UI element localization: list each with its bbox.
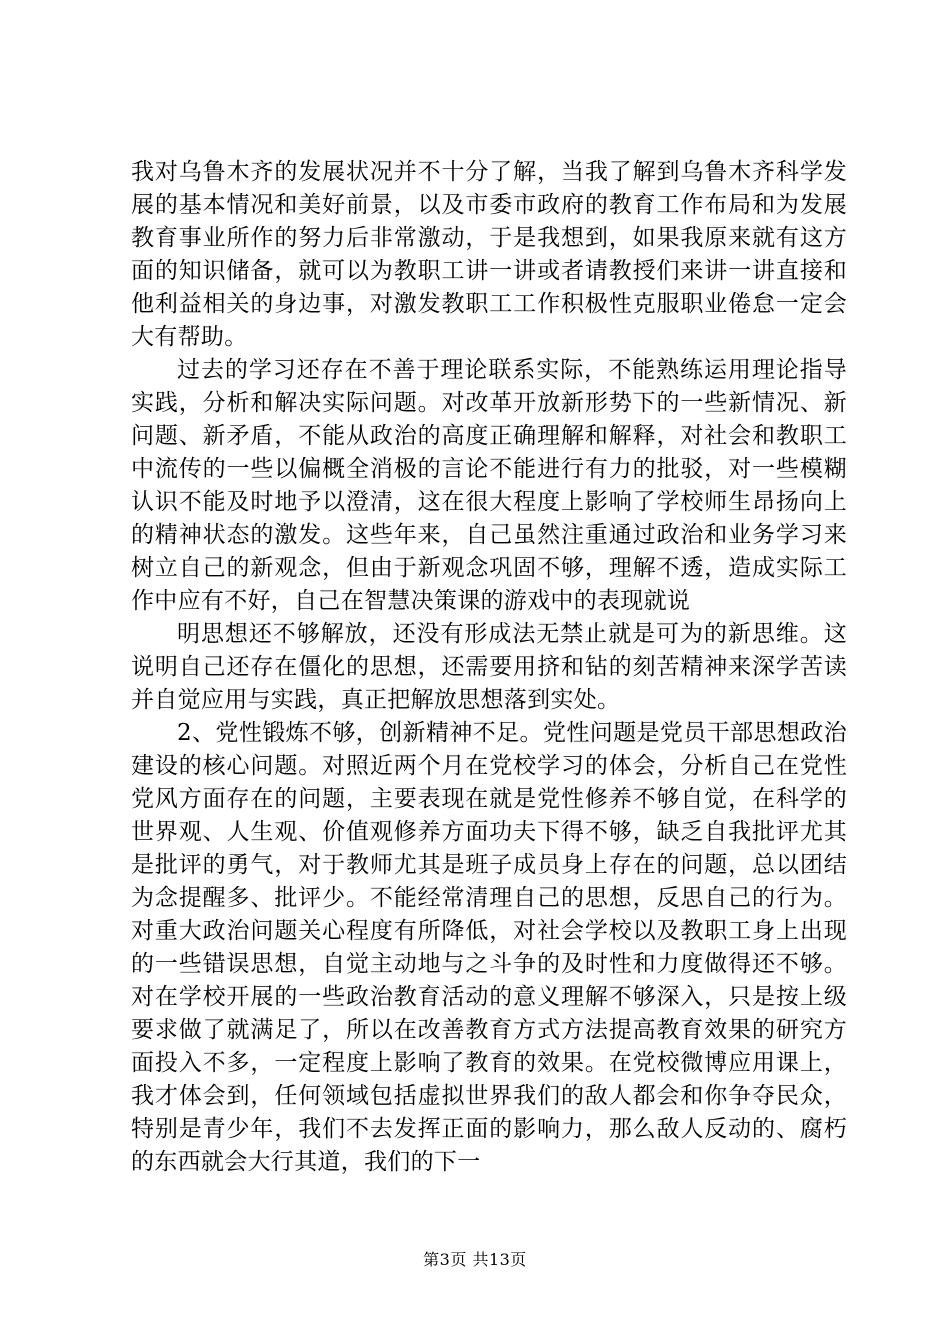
paragraph-1: 我对乌鲁木齐的发展状况并不十分了解，当我了解到乌鲁木齐科学发展的基本情况和美好前景，以及市委市政府的教育工作布局和为发展教育事业所作的努力后非常激动，于是我想到，如果我原来就有这方面的知识储备，就可以为教职工讲一讲或者请教授们来讲一讲直接和他利益相关的身边事，对激发教职工工作积极性克服职业倦怠一定会大有帮助。 [131, 159, 847, 350]
page-number-footer: 第3页 共13页 [423, 1250, 527, 1269]
paragraph-4: 2、党性锻炼不够，创新精神不足。党性问题是党员干部思想政治建设的核心问题。对照近两个月在党校学习的体会，分析自己在党性党风方面存在的问题，主要表现在就是党性修养不够自觉，在科学的世界观、人生观、价值观修养方面功夫下得不够，缺乏自我批评尤其是批评的勇气，对于教师尤其是班子成员身上存在的问题，总以团结为念提醒多、批评少。不能经常清理自己的思想，反思自己的行为。对重大政治问题关心程度有所降低，对社会学校以及教职工身上出现的一些错误思想，自觉主动地与之斗争的及时性和力度做得还不够。对在学校开展的一些政治教育活动的意义理解不够深入，只是按上级要求做了就满足了，所以在改善教育方式方法提高教育效果的研究方面投入不多，一定程度上影响了教育的效果。在党校微博应用课上，我才体会到，任何领域包括虚拟世界我们的敌人都会和你争夺民众，特别是青少年，我们不去发挥正面的影响力，那么敌人反动的、腐朽的东西就会大行其道，我们的下一 [131, 720, 847, 1175]
paragraph-3: 明思想还不够解放，还没有形成法无禁止就是可为的新思维。这说明自己还存在僵化的思想，还需要用挤和钻的刻苦精神来深学苦读并自觉应用与实践，真正把解放思想落到实处。 [131, 621, 847, 713]
document-body [131, 156, 847, 1179]
paragraph-2: 过去的学习还存在不善于理论联系实际，不能熟练运用理论指导实践，分析和解决实际问题。对改革开放新形势下的一些新情况、新问题、新矛盾，不能从政治的高度正确理解和解释，对社会和教职工中流传的一些以偏概全消极的言论不能进行有力的批驳，对一些模糊认识不能及时地予以澄清，这在很大程度上影响了学校师生昂扬向上的精神状态的激发。这些年来，自己虽然注重通过政治和业务学习来树立自己的新观念，但由于新观念巩固不够，理解不透，造成实际工作中应有不好，自己在智慧决策课的游戏中的表现就说 [131, 357, 847, 614]
